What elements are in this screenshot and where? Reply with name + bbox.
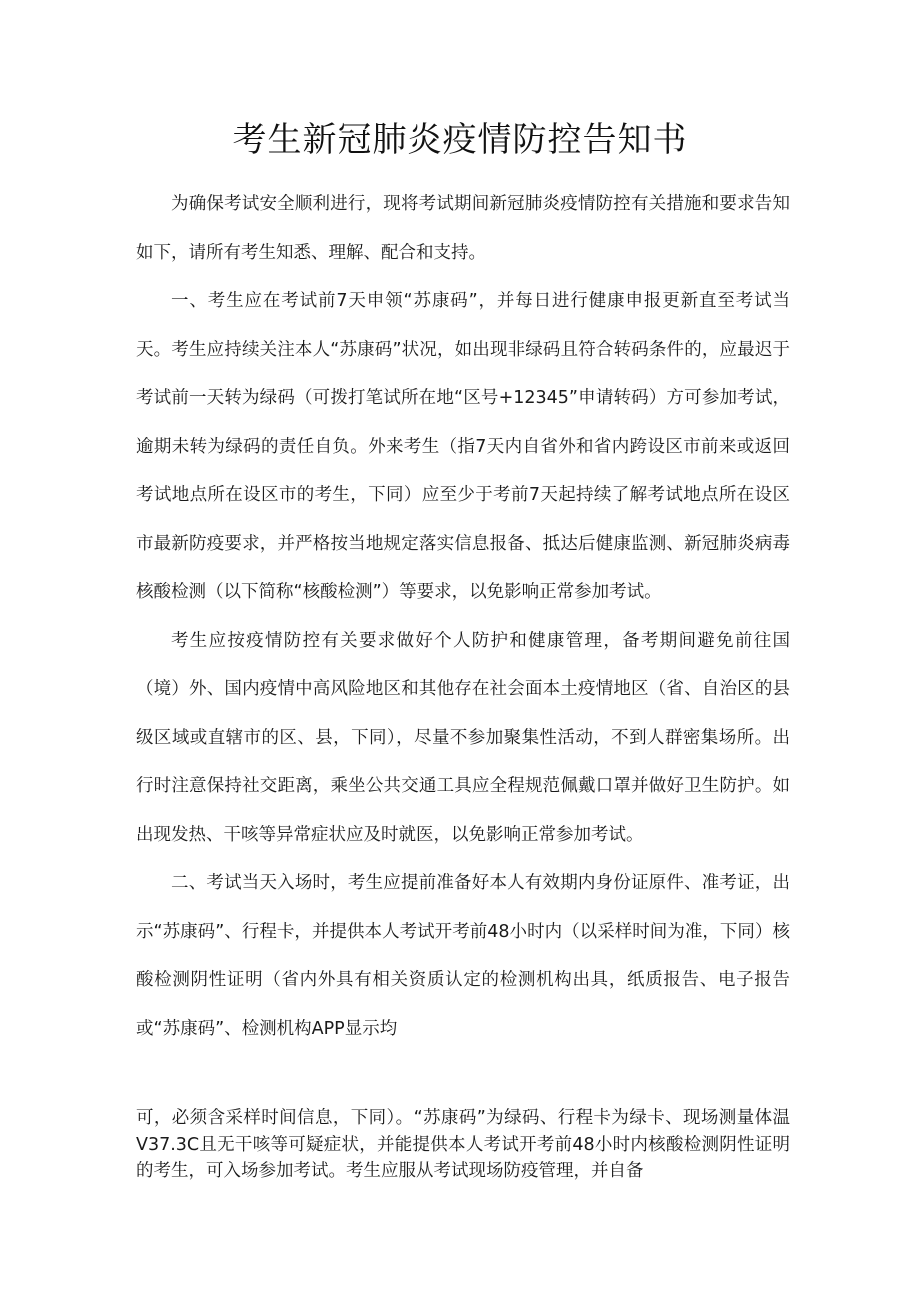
paragraph-personal-protection: 考生应按疫情防控有关要求做好个人防护和健康管理，备考期间避免前往国（境）外、国内疫情中高风险地区和其他存在社会面本土疫情地区（省、自治区的县级区域或直辖市的区、县，下同），尽量不参加聚集性活动，不到人群密集场所。出行时注意保持社交距离，乘坐公共交通工具应全程规范佩戴口罩并做好卫生防护。如出现发热、干咳等异常症状应及时就医，以免影响正常参加考试。	[136, 630, 790, 845]
paragraph-intro: 为确保考试安全顺利进行，现将考试期间新冠肺炎疫情防控有关措施和要求告知如下，请所有考生知悉、理解、配合和支持。	[136, 194, 790, 263]
paragraph-item-2-continued: 可，必须含采样时间信息，下同）。“苏康码”为绿码、行程卡为绿卡、现场测量体温V37.3C且无干咳等可疑症状，并能提供本人考试开考前48小时内核酸检测阴性证明的考生，可入场参加考试。考生应服从考试现场防疫管理，并自备	[136, 1108, 790, 1181]
paragraph-item-2: 二、考试当天入场时，考生应提前准备好本人有效期内身份证原件、准考证，出示“苏康码”、行程卡，并提供本人考试开考前48小时内（以采样时间为准，下同）核酸检测阴性证明（省内外具有相关资质认定的检测机构出具，纸质报告、电子报告或“苏康码”、检测机构APP显示均	[136, 873, 790, 1039]
document-body-continued	[136, 1105, 790, 1185]
document-title: 考生新冠肺炎疫情防控告知书	[232, 120, 688, 160]
document-body	[136, 180, 790, 1053]
paragraph-item-1: 一、考生应在考试前7天申领“苏康码”，并每日进行健康申报更新直至考试当天。考生应持续关注本人“苏康码”状况，如出现非绿码且符合转码条件的，应最迟于考试前一天转为绿码（可拨打笔试所在地“区号+12345”申请转码）方可参加考试，逾期未转为绿码的责任自负。外来考生（指7天内自省外和省内跨设区市前来或返回考试地点所在设区市的考生，下同）应至少于考前7天起持续了解考试地点所在设区市最新防疫要求，并严格按当地规定落实信息报备、抵达后健康监测、新冠肺炎病毒核酸检测（以下简称“核酸检测”）等要求，以免影响正常参加考试。	[136, 291, 790, 602]
